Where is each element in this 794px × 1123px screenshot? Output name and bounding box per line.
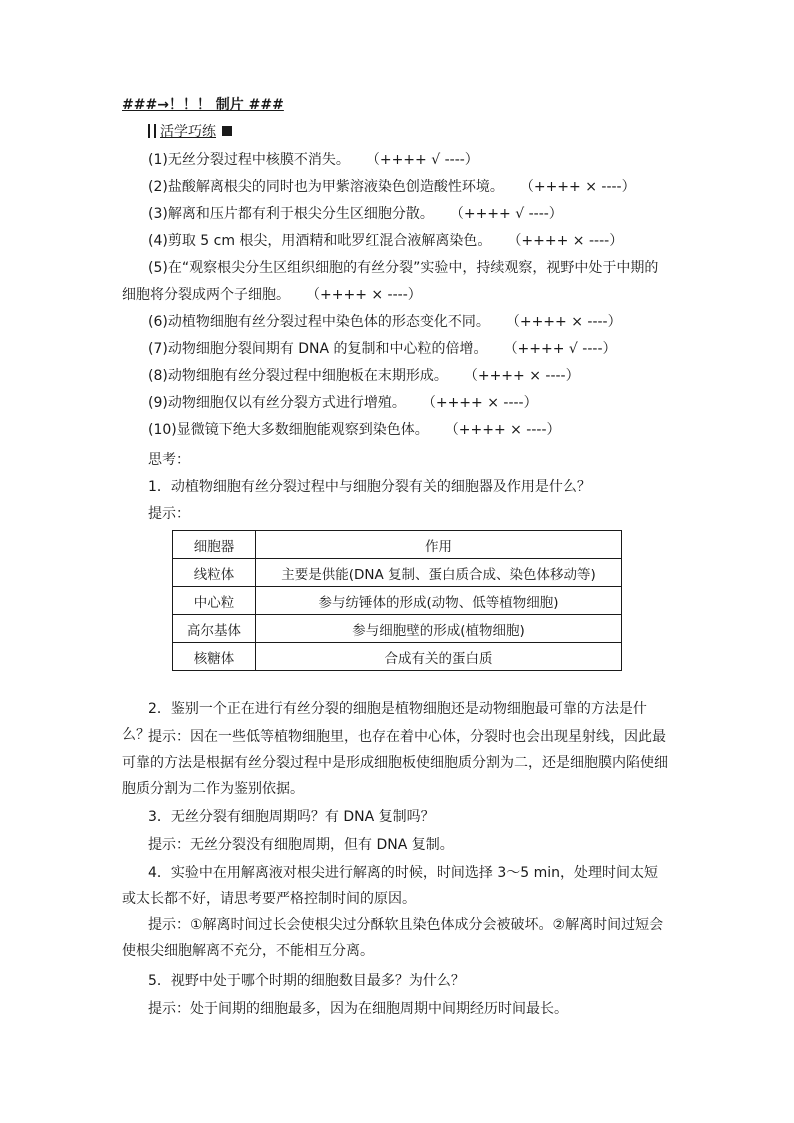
table-cell: 中心粒 bbox=[173, 587, 256, 615]
statement-text: (7)动物细胞分裂间期有 DNA 的复制和中心粒的倍增。 bbox=[148, 341, 488, 357]
table-header-row bbox=[173, 531, 622, 559]
table-cell: 参与纺锤体的形成(动物、低等植物细胞) bbox=[256, 587, 622, 615]
statement-8 bbox=[148, 366, 580, 386]
statement-2 bbox=[148, 177, 636, 197]
table-row bbox=[173, 559, 622, 587]
judgement-mark: （++++ × ----） bbox=[505, 314, 622, 330]
table-cell: 线粒体 bbox=[173, 559, 256, 587]
question-5: 5．视野中处于哪个时期的细胞数目最多？为什么？ bbox=[148, 973, 465, 989]
statement-text: (5)在“观察根尖分生区组织细胞的有丝分裂”实验中，持续观察，视野中处于中期的 bbox=[148, 260, 659, 276]
table-row bbox=[173, 587, 622, 615]
statement-text: 细胞将分裂成两个子细胞。 bbox=[122, 287, 290, 303]
table-header-cell: 细胞器 bbox=[173, 531, 256, 559]
question-1: 1．动植物细胞有丝分裂过程中与细胞分裂有关的细胞器及作用是什么？ bbox=[148, 479, 591, 495]
organelle-table bbox=[172, 530, 622, 671]
think-label: 思考： bbox=[148, 452, 190, 468]
statement-10 bbox=[148, 420, 561, 440]
judgement-mark: （++++ × ----） bbox=[507, 233, 624, 249]
square-icon bbox=[222, 126, 232, 136]
judgement-mark: （++++ × ----） bbox=[444, 422, 561, 438]
judgement-mark: （++++ × ----） bbox=[306, 287, 422, 303]
answer-3: 提示：无丝分裂没有细胞周期，但有 DNA 复制。 bbox=[148, 837, 454, 853]
section-header: ###→！！！ 制片 ### bbox=[122, 97, 284, 113]
statement-7 bbox=[148, 339, 617, 359]
question-4: 4．实验中在用解离液对根尖进行解离的时候，时间选择 3～5 min，处理时间太短或太长都不好，请思考要严格控制时间的原因。 bbox=[122, 865, 659, 907]
statement-text: (4)剪取 5 cm 根尖，用酒精和吡罗红混合液解离染色。 bbox=[148, 233, 492, 249]
statement-4 bbox=[148, 231, 623, 251]
statement-1 bbox=[148, 150, 479, 170]
statement-text: (10)显微镜下绝大多数细胞能观察到染色体。 bbox=[148, 422, 429, 438]
table-cell: 合成有关的蛋白质 bbox=[256, 643, 622, 671]
statement-text: (8)动物细胞有丝分裂过程中细胞板在末期形成。 bbox=[148, 368, 448, 384]
table-cell: 参与细胞壁的形成(植物细胞) bbox=[256, 615, 622, 643]
judgement-mark: （++++ × ----） bbox=[421, 395, 538, 411]
hint-label: 提示： bbox=[148, 506, 190, 522]
bar-icon bbox=[154, 124, 156, 138]
statement-text: (6)动植物细胞有丝分裂过程中染色体的形态变化不同。 bbox=[148, 314, 490, 330]
statement-text: (9)动物细胞仅以有丝分裂方式进行增殖。 bbox=[148, 395, 406, 411]
statement-6 bbox=[148, 312, 622, 332]
judgement-mark: （++++ √ ----） bbox=[449, 206, 563, 222]
statement-9 bbox=[148, 393, 538, 413]
statement-5-cont bbox=[122, 285, 422, 305]
judgement-mark: （++++ √ ----） bbox=[503, 341, 617, 357]
table-cell: 主要是供能(DNA 复制、蛋白质合成、染色体移动等) bbox=[256, 559, 622, 587]
answer-2: 提示：因在一些低等植物细胞里，也存在着中心体，分裂时也会出现星射线，因此最可靠的方法是根据有丝分裂过程中是形成细胞板使细胞质分割为二，还是细胞膜内陷使细胞质分割为二作为鉴别依据。 bbox=[122, 729, 668, 797]
answer-4: 提示：①解离时间过长会使根尖过分酥软且染色体成分会被破坏。②解离时间过短会使根尖细胞解离不充分，不能相互分离。 bbox=[122, 917, 664, 959]
table-cell: 高尔基体 bbox=[173, 615, 256, 643]
table-cell: 核糖体 bbox=[173, 643, 256, 671]
practice-subheader bbox=[148, 122, 232, 142]
bar-icon bbox=[148, 124, 150, 138]
statement-text: (3)解离和压片都有利于根尖分生区细胞分散。 bbox=[148, 206, 434, 222]
judgement-mark: （++++ × ----） bbox=[463, 368, 580, 384]
question-2: 2．鉴别一个正在进行有丝分裂的细胞是植物细胞还是动物细胞最可靠的方法是什么？ bbox=[122, 701, 647, 743]
judgement-mark: （++++ × ----） bbox=[519, 179, 636, 195]
table-row bbox=[173, 643, 622, 671]
statement-text: (2)盐酸解离根尖的同时也为甲紫溶液染色创造酸性环境。 bbox=[148, 179, 504, 195]
statement-5 bbox=[148, 258, 658, 278]
table-row bbox=[173, 615, 622, 643]
judgement-mark: （++++ √ ----） bbox=[365, 152, 479, 168]
answer-5: 提示：处于间期的细胞最多，因为在细胞周期中间期经历时间最长。 bbox=[148, 1001, 568, 1017]
question-3: 3．无丝分裂有细胞周期吗？有 DNA 复制吗？ bbox=[148, 809, 435, 825]
practice-label: 活学巧练 bbox=[160, 124, 216, 140]
statement-3 bbox=[148, 204, 563, 224]
statement-text: (1)无丝分裂过程中核膜不消失。 bbox=[148, 152, 350, 168]
table-header-cell: 作用 bbox=[256, 531, 622, 559]
